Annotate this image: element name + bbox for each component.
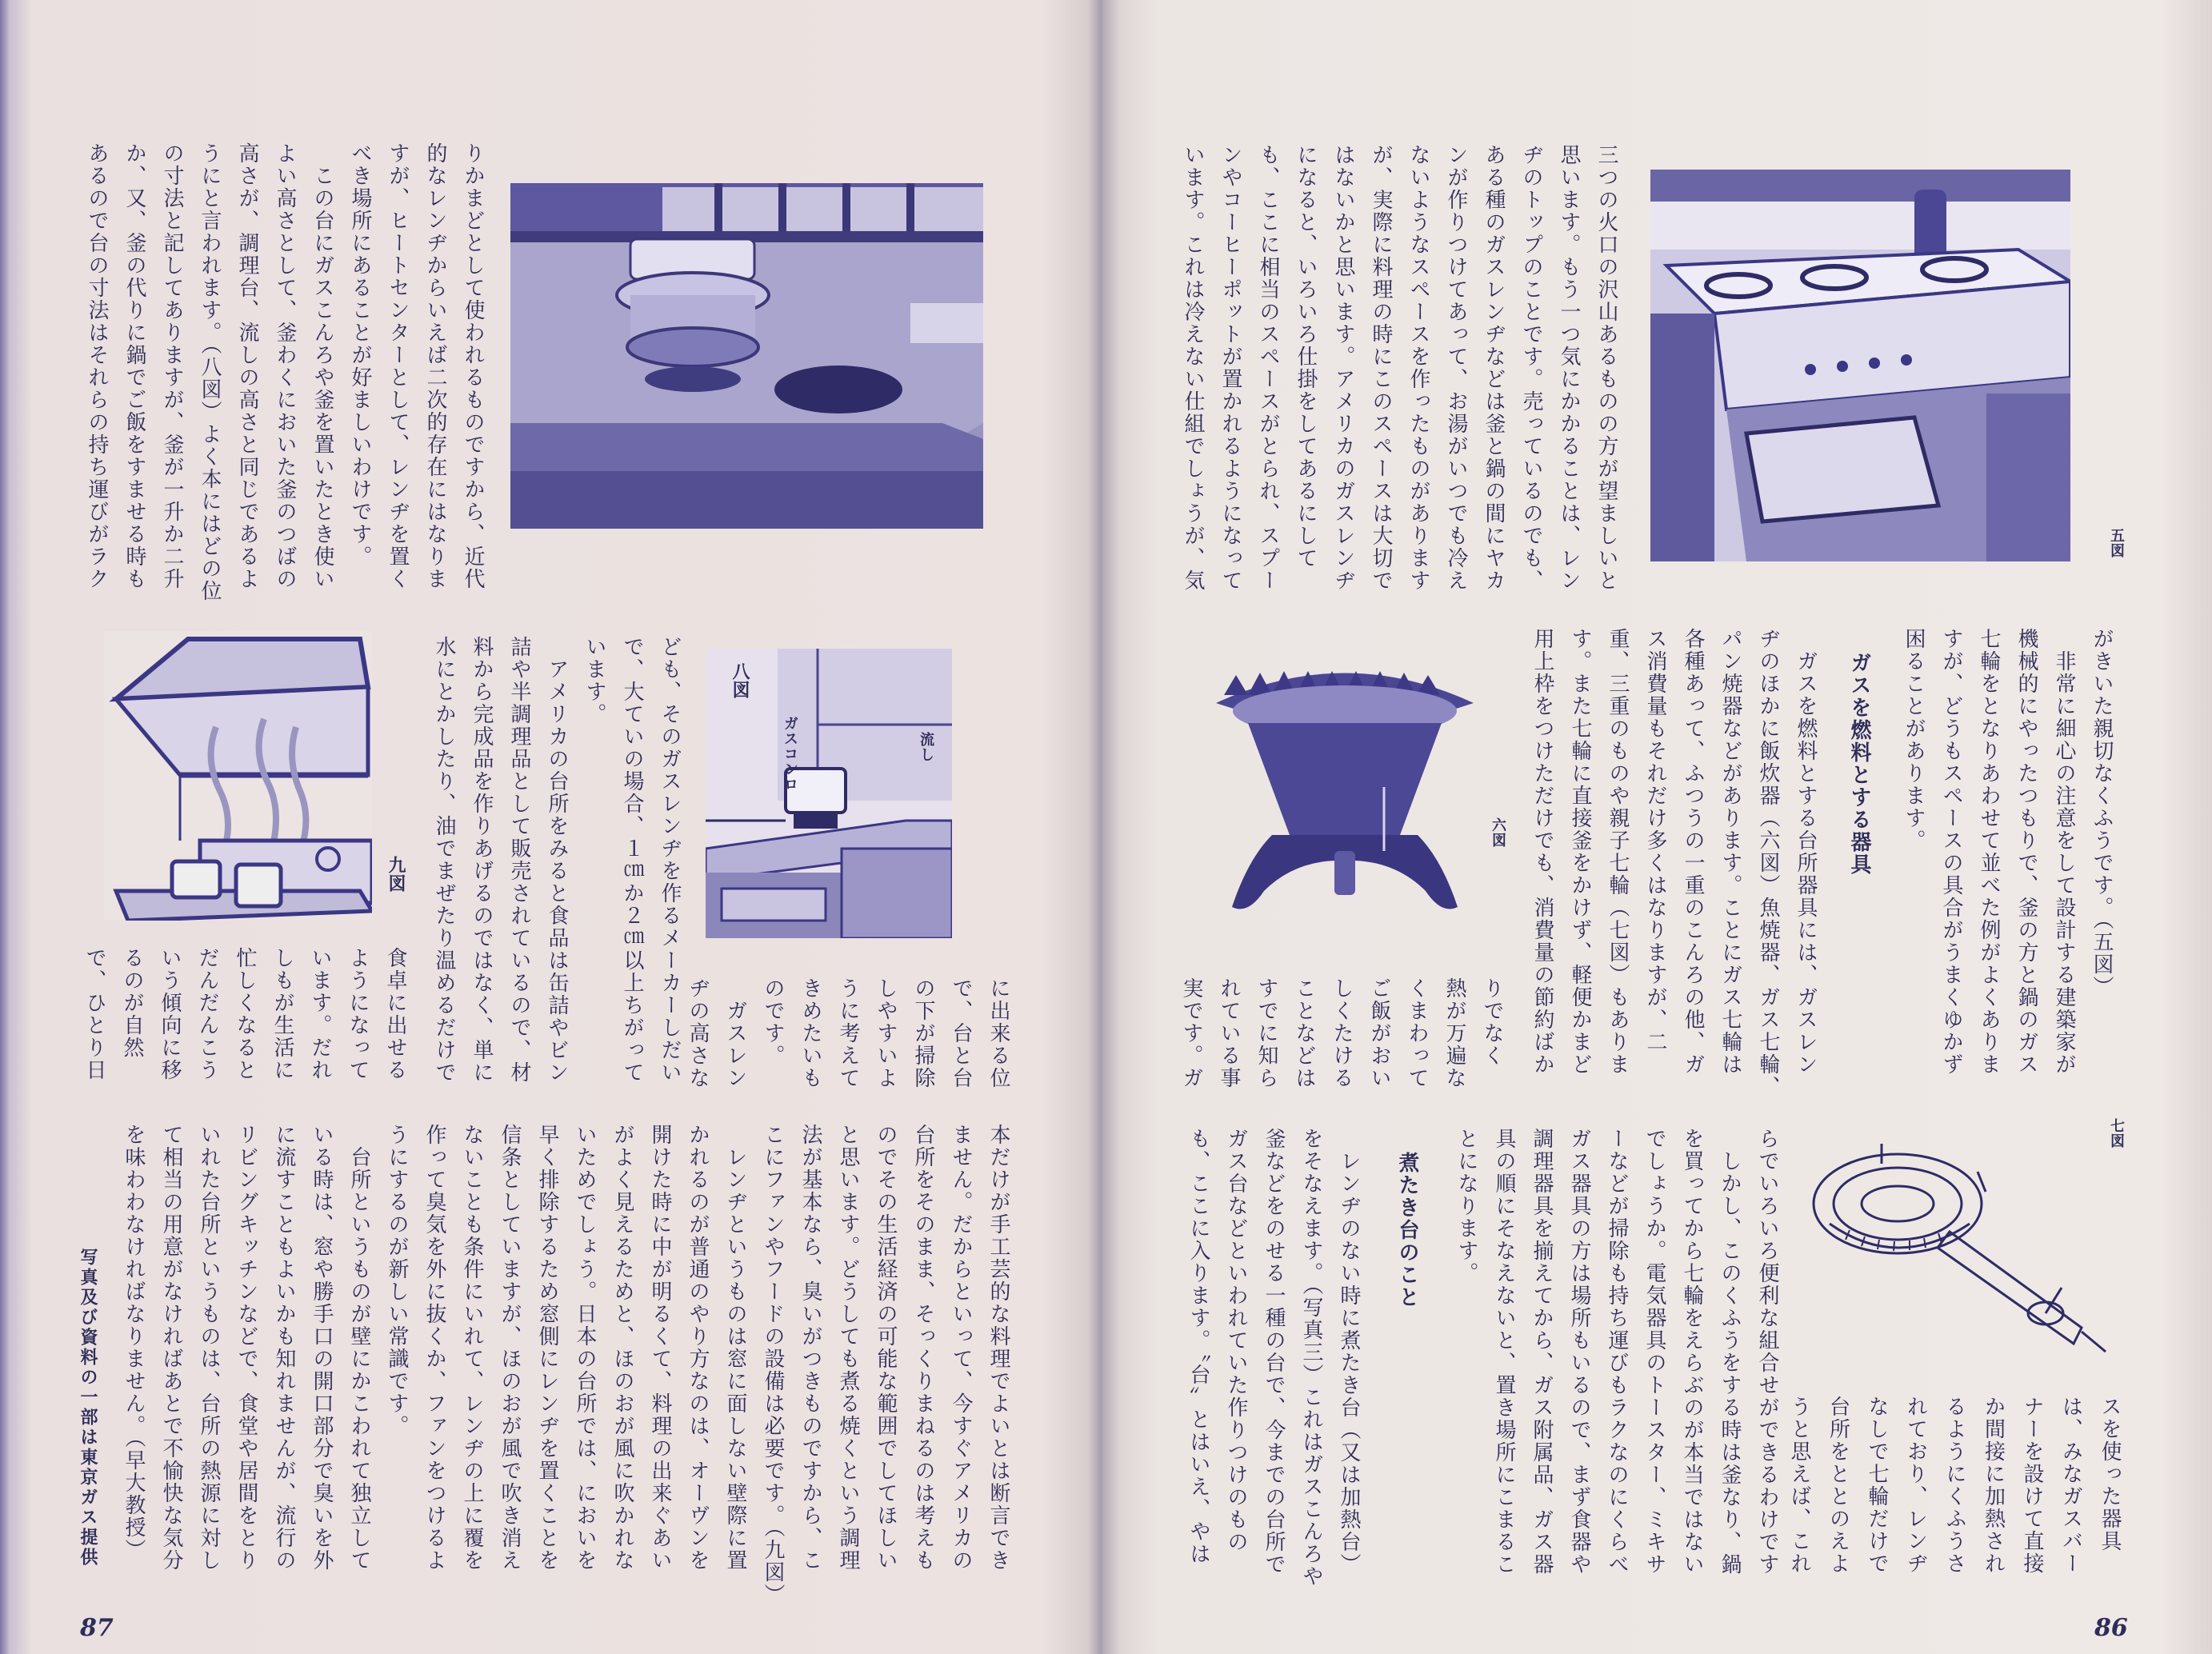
text-column: に流すこともよいかも知れませんが、流行の xyxy=(272,1124,296,1572)
text-column: はないかと思います。アメリカのガスレンヂ xyxy=(1331,144,1355,592)
text-column: 非常に細心の注意をして設計する建築家が xyxy=(2052,628,2076,1076)
text-column: 詰や半調理品として販売されているので、材 xyxy=(507,636,531,1084)
text-block-top-right xyxy=(1174,144,1625,608)
photo-kitchen-counter xyxy=(510,183,983,529)
figure-5-gas-range-photo xyxy=(1650,170,2070,561)
text-column: も、ここに相当のスペースがとられ、スプー xyxy=(1256,144,1280,592)
text-column: ようになって xyxy=(346,947,370,1081)
text-column: しかし、このくふうをする時は釜なり、鍋 xyxy=(1718,1128,1742,1576)
text-column: 各種あって、ふつうの一重のこんろの他、ガ xyxy=(1681,628,1705,1076)
text-column: をそなえます。（写真三）これはガスこんろや xyxy=(1299,1128,1323,1588)
text-column: 重、三重のものや親子七輪（七図）もありま xyxy=(1606,628,1630,1076)
text-column: 忙しくなると xyxy=(233,947,257,1081)
text-column: を味わわなければなりません。（早大教授） xyxy=(122,1124,146,1561)
text-column: なしで七輪だけで xyxy=(1865,1396,1889,1575)
text-column: るのが自然 xyxy=(120,947,144,1059)
text-column: で、台と台 xyxy=(949,977,973,1089)
text-column: いれた台所というものは、台所の熱源に対し xyxy=(197,1124,221,1572)
text-column: も、ここに入ります。〝台〟とはいえ、やは xyxy=(1186,1128,1210,1565)
text-block-right-column-middle xyxy=(1523,628,2120,1098)
text-column: 七輪をとなりあわせて並べた例がよくありま xyxy=(1977,628,2001,1076)
text-column: がきいた親切なくふうです。（五図） xyxy=(2090,628,2114,998)
text-column: ヂの高さな xyxy=(686,977,710,1089)
text-column: 具の順にそなえないと、置き場所にこまるこ xyxy=(1492,1128,1516,1576)
text-column: とになります。 xyxy=(1454,1128,1478,1284)
text-column: います。だれ xyxy=(308,947,332,1081)
text-column: のでその生活経済の可能な範囲でしてほしい xyxy=(874,1124,898,1572)
section-heading-cooking-stand: 煮たき台のこと xyxy=(1395,1152,1419,1308)
text-column: 三つの火口の沢山あるものの方が望ましいと xyxy=(1594,144,1618,592)
text-column: レンヂのない時に煮たき台（又は加熱台） xyxy=(1337,1128,1361,1576)
text-column: 用上枠をつけただけでも、消費量の節約ばか xyxy=(1530,628,1554,1076)
figure-8-gas-konro-label: ガスコンロ xyxy=(782,716,798,792)
text-column: ヂのほかに飯炊器（六図）魚焼器、ガス七輪、 xyxy=(1756,628,1780,1098)
text-column: ーなどが掃除も持ち運びもラクなのにくらべ xyxy=(1605,1128,1629,1576)
figure-6-gas-stove-photo xyxy=(1200,651,1490,939)
text-column: 困ることがあります。 xyxy=(1902,628,1926,852)
text-block-under-figure-7 xyxy=(1779,1396,2129,1580)
text-block-under-figure-6 xyxy=(1172,977,1510,1113)
text-column: が、実際に料理の時にこのスペースは大切で xyxy=(1369,144,1393,592)
text-column: すが、どうもスペースの具合がうまくゆかず xyxy=(1939,628,1963,1076)
text-column: ガス器具の方は場所もいるので、まず食器や xyxy=(1567,1128,1591,1576)
section-heading-gas-appliances: ガスを燃料とする器具 xyxy=(1847,652,1871,876)
text-column: ないことも条件にいれて、レンヂの上に覆を xyxy=(460,1124,484,1572)
text-column: ヂのトップのことです。売っているのでも、 xyxy=(1519,144,1543,592)
text-column: 熱が万遍な xyxy=(1442,977,1466,1089)
text-column: あるので台の寸法はそれらの持ち運びがラク xyxy=(85,142,109,590)
text-column: 的なレンヂからいえば二次的存在にはなりま xyxy=(423,142,447,590)
text-column: しもが生活に xyxy=(270,947,294,1081)
text-column: 調理器具を揃えてから、ガス附属品、ガス器 xyxy=(1530,1128,1554,1576)
text-column: 実です。ガ xyxy=(1179,977,1203,1089)
text-column: す。また七輪に直接釜をかけず、軽便かまど xyxy=(1568,628,1592,1076)
text-column: を買ってから七輪をえらぶのが本当ではない xyxy=(1680,1128,1704,1576)
text-block-top-left xyxy=(78,142,491,606)
text-column: アメリカの台所をみると食品は缶詰やビン xyxy=(545,636,569,1084)
paragraph-columns xyxy=(1179,1128,1367,1592)
text-column: この台にガスこんろや釜を置いたとき使い xyxy=(310,142,334,590)
text-column: リビングキッチンなどで、食堂や居間をとり xyxy=(234,1124,258,1572)
figure-9-label: 九図 xyxy=(386,856,406,893)
text-column: ンが作りつけてあって、お湯がいつでも冷え xyxy=(1444,144,1468,592)
figure-9-range-hood-drawing xyxy=(104,631,372,921)
text-column: の寸法と記してありますが、釜が一升か二升 xyxy=(160,142,184,590)
text-column: 法が基本なら、臭いがつきものですから、こ xyxy=(798,1124,822,1572)
text-block-bottom-right xyxy=(1179,1128,1786,1592)
text-column: くまわって xyxy=(1405,977,1429,1089)
text-column: 機械的にやったつもりで、釜の方と鍋のガス xyxy=(2014,628,2038,1076)
text-column: になると、いろいろ仕掛をしてあるにして xyxy=(1294,144,1318,569)
text-column: しくたける xyxy=(1330,977,1354,1089)
text-column: ないようなスペースを作ったものがあります xyxy=(1406,144,1430,592)
text-column: かれるのが普通のやり方なのは、オーヴンを xyxy=(686,1124,710,1572)
figure-5-label: 五図 xyxy=(2108,528,2125,558)
text-column: りでなく xyxy=(1480,977,1504,1067)
text-column: きめたいも xyxy=(798,977,822,1089)
text-column: ガスレン xyxy=(723,977,747,1089)
text-column: 本だけが手工芸的な料理でよいとは断言でき xyxy=(986,1124,1010,1572)
text-column: こにファンやフードの設備は必要です。（九図） xyxy=(761,1124,785,1606)
text-column: ガスを燃料とする台所器具には、ガスレン xyxy=(1794,628,1818,1076)
text-column: 早く排除するため窓側にレンヂを置くことを xyxy=(535,1124,559,1572)
figure-6-label: 六図 xyxy=(1490,817,1506,848)
text-column: いためでしょう。日本の台所では、においを xyxy=(573,1124,597,1572)
text-column: ご飯がおい xyxy=(1367,977,1391,1089)
text-column: らでいろいろ便利な組合せができるわけです xyxy=(1755,1128,1779,1576)
text-column: るようにくふうさ xyxy=(1942,1396,1966,1575)
text-column: がよく見えるためと、ほのおが風に吹かれな xyxy=(610,1124,634,1572)
paragraph-columns xyxy=(1447,1128,1786,1592)
text-column: ス消費量もそれだけ多くはなりますが、二 xyxy=(1643,628,1667,1053)
text-column: のです。 xyxy=(761,977,785,1067)
text-column: 作って臭気を外に抜くか、ファンをつけるよ xyxy=(422,1124,446,1572)
page-number-left: 87 xyxy=(80,1614,114,1642)
text-column: すでに知ら xyxy=(1254,977,1278,1089)
text-column: れており、レンヂ xyxy=(1903,1396,1928,1575)
text-column: すが、ヒートセンターとして、レンヂを置く xyxy=(386,142,410,590)
text-column: 水にとかしたり、油でまぜたり温めるだけで xyxy=(432,636,456,1084)
text-column: スを使った器具 xyxy=(2098,1396,2122,1552)
text-column: ども、そのガスレンヂを作るメーカーしだい xyxy=(658,636,682,1084)
text-column: か、又、釜の代りに鍋でご飯をすませる時も xyxy=(122,142,146,590)
text-block-middle-left xyxy=(425,636,688,1100)
page-number-right: 86 xyxy=(2094,1614,2128,1642)
text-column: います。これは冷えない仕組でしょうが、気 xyxy=(1181,144,1205,592)
text-column: べき場所にあることが好ましいわけです。 xyxy=(348,142,372,568)
text-column: れている事 xyxy=(1217,977,1241,1089)
text-column: 台所というものが壁にかこわれて独立して xyxy=(347,1124,371,1572)
text-column: 台所をそのまま、そっくりまねるのは考えも xyxy=(911,1124,935,1572)
figure-7-label: 七図 xyxy=(2108,1118,2125,1149)
text-column: りかまどとして使われるものですから、近代 xyxy=(461,142,485,590)
photo-credit-caption: 写真及び資料の一部は東京ガス提供 xyxy=(78,1248,98,1568)
text-column: ナーを設けて直接 xyxy=(2020,1396,2044,1575)
text-column: うに考えて xyxy=(836,977,860,1089)
text-column: だんだんこう xyxy=(195,947,219,1081)
text-column: ことなどは xyxy=(1292,977,1316,1089)
text-column: うにと言われます。（八図）よく本にはどの位 xyxy=(198,142,222,602)
text-column: 台所をととのえよ xyxy=(1826,1396,1850,1575)
text-column: しやすいよ xyxy=(874,977,898,1089)
text-column: 食卓に出せる xyxy=(383,947,407,1081)
text-block-bottom-left xyxy=(114,1124,1017,1606)
text-column: ません。だからといって、今すぐアメリカの xyxy=(949,1124,973,1572)
text-column: に出来る位 xyxy=(986,977,1010,1089)
text-column: うにするのが新しい常識です。 xyxy=(385,1124,409,1437)
paragraph-columns xyxy=(1894,628,2120,1092)
text-column: 料から完成品を作りあげるのではなく、単に xyxy=(470,636,494,1084)
text-column: で、ひとり日 xyxy=(82,947,106,1081)
figure-8-sink-label: 流し xyxy=(918,732,934,762)
paragraph-columns xyxy=(1523,628,1824,1098)
text-column: レンヂというものは窓に面しない壁際に置 xyxy=(723,1124,747,1572)
text-column: と思います。どうしても煮る焼くという調理 xyxy=(836,1124,860,1572)
text-column: 開けた時に中が明るくて、料理の出来ぐあい xyxy=(648,1124,672,1572)
text-column: ンやコーヒーポットが置かれるようになって xyxy=(1218,144,1242,592)
text-column: いる時は、窓や勝手口の開口部分で臭いを外 xyxy=(310,1124,334,1572)
text-column: よい高さとして、釜わくにおいた釜のつばの xyxy=(273,142,297,590)
text-column: いう傾向に移 xyxy=(158,947,182,1081)
text-column: 信条としていますが、ほのおが風で吹き消え xyxy=(498,1124,522,1572)
text-column: ある種のガスレンヂなどは釜と鍋の間にヤカ xyxy=(1482,144,1506,592)
text-column: います。 xyxy=(582,636,606,725)
text-column: 高さが、調理台、流しの高さと同じであるよ xyxy=(235,142,259,590)
text-column: パン焼器などがあります。ことにガス七輪は xyxy=(1718,628,1742,1076)
text-column: で、大ていの場合、１㎝か２㎝以上ちがって xyxy=(620,636,644,1084)
text-column: うと思えば、これ xyxy=(1787,1396,1811,1575)
text-column: は、みなガスバー xyxy=(2058,1396,2083,1575)
text-block-under-figure-9 xyxy=(75,947,414,1099)
text-column: ガス台などといわれていた作りつけのもの xyxy=(1224,1128,1248,1553)
text-column: 思います。もう一つ気にかかることは、レン xyxy=(1557,144,1581,592)
text-column: 釜などをのせる一種の台で、今までの台所で xyxy=(1262,1128,1286,1576)
text-column: の下が掃除 xyxy=(911,977,935,1089)
figure-8-label: 八図 xyxy=(730,662,750,699)
text-column: でしょうか。電気器具のトースター、ミキサ xyxy=(1642,1128,1666,1576)
figure-7-gas-burner-drawing xyxy=(1806,1128,2110,1373)
text-block-under-figure-8 xyxy=(678,977,1017,1113)
text-column: て相当の用意がなければあとで不愉快な気分 xyxy=(159,1124,183,1572)
text-column: か間接に加熱され xyxy=(1981,1396,2006,1575)
